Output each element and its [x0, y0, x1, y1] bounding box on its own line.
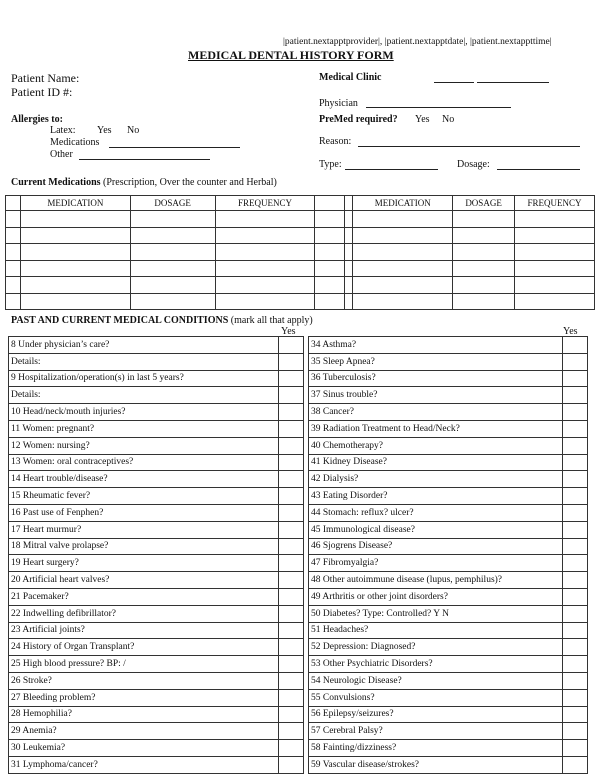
template-variables: |patient.nextapptprovider|, |patient.nextapptdate|, |patient.nextappttime|	[283, 37, 552, 47]
type-label: Type:	[319, 159, 342, 170]
condition-yes-checkbox[interactable]	[563, 672, 588, 689]
medical-clinic-label: Medical Clinic	[319, 72, 382, 83]
condition-row	[309, 689, 588, 706]
condition-label: 31 Lymphoma/cancer?	[9, 756, 279, 773]
condition-label: 48 Other autoimmune disease (lupus, pemphilus)?	[309, 572, 563, 589]
condition-row	[309, 387, 588, 404]
condition-yes-checkbox[interactable]	[563, 387, 588, 404]
medication-cell[interactable]	[6, 244, 21, 261]
condition-label: 46 Sjogrens Disease?	[309, 538, 563, 555]
condition-label: 58 Fainting/dizziness?	[309, 740, 563, 757]
medication-cell[interactable]	[20, 244, 130, 261]
condition-row	[309, 588, 588, 605]
condition-row	[309, 656, 588, 673]
condition-label: 10 Head/neck/mouth injuries?	[9, 404, 279, 421]
condition-label: 50 Diabetes? Type: Controlled? Y N	[309, 605, 563, 622]
condition-yes-checkbox[interactable]	[563, 404, 588, 421]
condition-yes-checkbox[interactable]	[279, 471, 304, 488]
condition-row	[309, 706, 588, 723]
condition-label: 22 Indwelling defibrillator?	[9, 605, 279, 622]
condition-row	[309, 639, 588, 656]
condition-label: 37 Sinus trouble?	[309, 387, 563, 404]
conditions-heading	[11, 315, 313, 326]
condition-row	[9, 689, 304, 706]
medication-cell[interactable]	[130, 227, 215, 244]
condition-label: 17 Heart murmur?	[9, 521, 279, 538]
condition-row	[9, 622, 304, 639]
condition-yes-checkbox[interactable]	[563, 622, 588, 639]
condition-label: 43 Eating Disorder?	[309, 488, 563, 505]
condition-yes-checkbox[interactable]	[563, 740, 588, 757]
medication-cell[interactable]	[345, 244, 353, 261]
condition-yes-checkbox[interactable]	[563, 488, 588, 505]
reason-field-line[interactable]	[358, 146, 580, 147]
medication-cell[interactable]	[215, 244, 315, 261]
condition-row	[9, 454, 304, 471]
med-col-dosage-1: DOSAGE	[130, 196, 215, 211]
condition-label: 45 Immunological disease?	[309, 521, 563, 538]
patient-id-label: Patient ID #:	[11, 85, 73, 99]
condition-yes-checkbox[interactable]	[563, 706, 588, 723]
medication-cell[interactable]	[6, 211, 21, 228]
condition-row	[309, 404, 588, 421]
condition-label: 13 Women: oral contraceptives?	[9, 454, 279, 471]
reason-label: Reason:	[319, 136, 352, 147]
condition-row	[9, 488, 304, 505]
condition-label: 57 Cerebral Palsy?	[309, 723, 563, 740]
condition-label: Details:	[9, 353, 279, 370]
condition-yes-checkbox[interactable]	[279, 521, 304, 538]
current-medications-title: Current Medications	[11, 177, 101, 188]
condition-row	[309, 471, 588, 488]
condition-row	[309, 353, 588, 370]
yes-column-label-left: Yes	[281, 326, 296, 337]
condition-row	[309, 488, 588, 505]
med-col-dosage-2: DOSAGE	[453, 196, 515, 211]
condition-row	[309, 555, 588, 572]
medication-cell[interactable]	[345, 211, 353, 228]
medication-cell[interactable]	[345, 227, 353, 244]
medication-cell[interactable]	[453, 227, 515, 244]
medication-cell[interactable]	[453, 211, 515, 228]
premed-label: PreMed required?	[319, 114, 398, 125]
condition-yes-checkbox[interactable]	[279, 488, 304, 505]
condition-label: 15 Rheumatic fever?	[9, 488, 279, 505]
med-col-frequency-2: FREQUENCY	[515, 196, 595, 211]
medication-cell[interactable]	[345, 260, 353, 277]
condition-row	[309, 622, 588, 639]
yes-column-label-right: Yes	[563, 326, 578, 337]
medication-row	[6, 244, 595, 261]
condition-label: 14 Heart trouble/disease?	[9, 471, 279, 488]
medication-cell[interactable]	[453, 277, 515, 294]
condition-label: 26 Stroke?	[9, 672, 279, 689]
condition-label: 56 Epilepsy/seizures?	[309, 706, 563, 723]
medication-cell[interactable]	[20, 260, 130, 277]
condition-yes-checkbox[interactable]	[279, 555, 304, 572]
medication-cell[interactable]	[515, 293, 595, 310]
medication-cell[interactable]	[130, 277, 215, 294]
condition-row	[9, 420, 304, 437]
condition-yes-checkbox[interactable]	[563, 555, 588, 572]
medication-row	[6, 277, 595, 294]
medication-cell[interactable]	[353, 260, 453, 277]
medication-cell[interactable]	[20, 293, 130, 310]
medication-cell[interactable]	[353, 293, 453, 310]
conditions-table-right	[308, 336, 588, 774]
condition-label: 21 Pacemaker?	[9, 588, 279, 605]
medication-cell[interactable]	[515, 244, 595, 261]
condition-label: 25 High blood pressure? BP: /	[9, 656, 279, 673]
condition-yes-checkbox[interactable]	[279, 588, 304, 605]
medication-cell[interactable]	[453, 293, 515, 310]
condition-yes-checkbox[interactable]	[563, 639, 588, 656]
medication-cell[interactable]	[353, 277, 453, 294]
condition-label: 51 Headaches?	[309, 622, 563, 639]
medication-cell[interactable]	[130, 244, 215, 261]
condition-yes-checkbox[interactable]	[563, 689, 588, 706]
condition-row	[309, 672, 588, 689]
condition-label: 8 Under physician’s care?	[9, 337, 279, 354]
condition-label: 41 Kidney Disease?	[309, 454, 563, 471]
condition-row	[309, 723, 588, 740]
condition-yes-checkbox[interactable]	[279, 387, 304, 404]
conditions-note: (mark all that apply)	[230, 315, 313, 326]
condition-yes-checkbox[interactable]	[279, 672, 304, 689]
condition-yes-checkbox[interactable]	[279, 622, 304, 639]
condition-label: 40 Chemotherapy?	[309, 437, 563, 454]
condition-row	[309, 740, 588, 757]
condition-row	[9, 337, 304, 354]
condition-yes-checkbox[interactable]	[563, 588, 588, 605]
condition-yes-checkbox[interactable]	[563, 605, 588, 622]
condition-yes-checkbox[interactable]	[279, 723, 304, 740]
medication-cell[interactable]	[345, 277, 353, 294]
medication-cell[interactable]	[20, 277, 130, 294]
condition-row	[9, 756, 304, 773]
medications-table	[5, 195, 595, 310]
condition-label: 19 Heart surgery?	[9, 555, 279, 572]
condition-label: 49 Arthritis or other joint disorders?	[309, 588, 563, 605]
condition-row	[9, 387, 304, 404]
medication-cell[interactable]	[315, 277, 345, 294]
condition-row	[9, 723, 304, 740]
condition-label: 36 Tuberculosis?	[309, 370, 563, 387]
condition-row	[9, 437, 304, 454]
condition-row	[9, 538, 304, 555]
condition-yes-checkbox[interactable]	[279, 740, 304, 757]
medication-cell[interactable]	[315, 227, 345, 244]
condition-row	[309, 454, 588, 471]
conditions-title: PAST AND CURRENT MEDICAL CONDITIONS	[11, 315, 229, 326]
condition-yes-checkbox[interactable]	[279, 689, 304, 706]
medication-cell[interactable]	[515, 277, 595, 294]
medication-cell[interactable]	[215, 293, 315, 310]
med-col-frequency-1: FREQUENCY	[215, 196, 315, 211]
medication-cell[interactable]	[6, 227, 21, 244]
medication-cell[interactable]	[130, 293, 215, 310]
medication-cell[interactable]	[315, 244, 345, 261]
medication-cell[interactable]	[515, 260, 595, 277]
condition-label: 18 Mitral valve prolapse?	[9, 538, 279, 555]
condition-yes-checkbox[interactable]	[563, 723, 588, 740]
condition-row	[9, 504, 304, 521]
clinic-field-line-1[interactable]	[434, 82, 474, 83]
condition-label: 28 Hemophilia?	[9, 706, 279, 723]
condition-label: 52 Depression: Diagnosed?	[309, 639, 563, 656]
condition-row	[309, 572, 588, 589]
condition-row	[309, 337, 588, 354]
allergy-medications-field-line[interactable]	[109, 147, 240, 148]
condition-yes-checkbox[interactable]	[563, 370, 588, 387]
current-medications-heading	[11, 177, 277, 188]
condition-yes-checkbox[interactable]	[563, 504, 588, 521]
medication-cell[interactable]	[515, 211, 595, 228]
condition-row	[309, 370, 588, 387]
condition-label: 23 Artificial joints?	[9, 622, 279, 639]
condition-label: 54 Neurologic Disease?	[309, 672, 563, 689]
condition-row	[309, 420, 588, 437]
condition-row	[9, 656, 304, 673]
current-medications-note: (Prescription, Over the counter and Herbal)	[103, 177, 277, 188]
condition-yes-checkbox[interactable]	[279, 639, 304, 656]
latex-label: Latex:	[50, 125, 76, 136]
condition-yes-checkbox[interactable]	[279, 353, 304, 370]
medication-row	[6, 227, 595, 244]
condition-row	[9, 706, 304, 723]
condition-yes-checkbox[interactable]	[563, 420, 588, 437]
condition-row	[309, 521, 588, 538]
medication-cell[interactable]	[6, 260, 21, 277]
medication-cell[interactable]	[353, 244, 453, 261]
condition-row	[309, 437, 588, 454]
medication-row	[6, 260, 595, 277]
condition-label: 39 Radiation Treatment to Head/Neck?	[309, 420, 563, 437]
condition-row	[309, 538, 588, 555]
condition-yes-checkbox[interactable]	[563, 437, 588, 454]
condition-row	[309, 756, 588, 773]
patient-name-label: Patient Name:	[11, 71, 80, 85]
physician-label: Physician	[319, 98, 358, 109]
medications-header-row	[6, 196, 595, 211]
condition-yes-checkbox[interactable]	[563, 353, 588, 370]
premed-no[interactable]: No	[442, 114, 455, 125]
clinic-field-line-2[interactable]	[477, 82, 549, 83]
condition-yes-checkbox[interactable]	[279, 454, 304, 471]
condition-yes-checkbox[interactable]	[279, 337, 304, 354]
condition-yes-checkbox[interactable]	[563, 756, 588, 773]
med-col-medication-1: MEDICATION	[20, 196, 130, 211]
condition-row	[9, 588, 304, 605]
condition-yes-checkbox[interactable]	[279, 404, 304, 421]
condition-label: 35 Sleep Apnea?	[309, 353, 563, 370]
medication-cell[interactable]	[215, 260, 315, 277]
med-col-medication-2: MEDICATION	[353, 196, 453, 211]
medication-row	[6, 293, 595, 310]
condition-yes-checkbox[interactable]	[563, 656, 588, 673]
latex-no[interactable]: No	[127, 125, 140, 136]
condition-yes-checkbox[interactable]	[563, 454, 588, 471]
med-col-spacer	[345, 196, 353, 211]
condition-yes-checkbox[interactable]	[563, 471, 588, 488]
condition-label: 53 Other Psychiatric Disorders?	[309, 656, 563, 673]
conditions-table-left	[8, 336, 304, 774]
allergy-medications-label: Medications	[50, 137, 100, 148]
condition-yes-checkbox[interactable]	[279, 756, 304, 773]
condition-label: 24 History of Organ Transplant?	[9, 639, 279, 656]
condition-row	[9, 572, 304, 589]
condition-row	[9, 471, 304, 488]
physician-field-line[interactable]	[366, 107, 511, 108]
condition-label: 29 Anemia?	[9, 723, 279, 740]
allergy-other-field-line[interactable]	[79, 159, 210, 160]
condition-yes-checkbox[interactable]	[279, 538, 304, 555]
condition-row	[9, 404, 304, 421]
condition-label: 30 Leukemia?	[9, 740, 279, 757]
medication-cell[interactable]	[353, 227, 453, 244]
condition-label: 9 Hospitalization/operation(s) in last 5 years?	[9, 370, 279, 387]
condition-yes-checkbox[interactable]	[563, 572, 588, 589]
condition-row	[9, 521, 304, 538]
condition-row	[9, 370, 304, 387]
condition-label: 59 Vascular disease/strokes?	[309, 756, 563, 773]
medication-cell[interactable]	[315, 211, 345, 228]
medication-cell[interactable]	[6, 277, 21, 294]
dosage-field-line[interactable]	[497, 169, 580, 170]
condition-label: 12 Women: nursing?	[9, 437, 279, 454]
medication-cell[interactable]	[315, 260, 345, 277]
medication-cell[interactable]	[315, 293, 345, 310]
condition-yes-checkbox[interactable]	[563, 521, 588, 538]
medication-cell[interactable]	[215, 277, 315, 294]
condition-label: 38 Cancer?	[309, 404, 563, 421]
condition-yes-checkbox[interactable]	[279, 656, 304, 673]
medication-cell[interactable]	[215, 211, 315, 228]
condition-yes-checkbox[interactable]	[279, 572, 304, 589]
condition-label: 44 Stomach: reflux? ulcer?	[309, 504, 563, 521]
medication-cell[interactable]	[130, 260, 215, 277]
condition-row	[309, 504, 588, 521]
condition-yes-checkbox[interactable]	[563, 337, 588, 354]
type-field-line[interactable]	[345, 169, 438, 170]
medication-cell[interactable]	[20, 211, 130, 228]
allergies-label: Allergies to:	[11, 114, 63, 125]
condition-label: 47 Fibromyalgia?	[309, 555, 563, 572]
med-col-spacer	[315, 196, 345, 211]
condition-label: Details:	[9, 387, 279, 404]
condition-label: 55 Convulsions?	[309, 689, 563, 706]
medication-row	[6, 211, 595, 228]
condition-label: 27 Bleeding problem?	[9, 689, 279, 706]
condition-row	[9, 639, 304, 656]
condition-row	[309, 605, 588, 622]
medication-cell[interactable]	[345, 293, 353, 310]
condition-row	[9, 740, 304, 757]
dosage-label: Dosage:	[457, 159, 490, 170]
condition-yes-checkbox[interactable]	[279, 437, 304, 454]
condition-label: 42 Dialysis?	[309, 471, 563, 488]
condition-yes-checkbox[interactable]	[279, 370, 304, 387]
med-col-spacer	[6, 196, 21, 211]
condition-label: 16 Past use of Fenphen?	[9, 504, 279, 521]
premed-yes[interactable]: Yes	[415, 114, 430, 125]
condition-label: 34 Asthma?	[309, 337, 563, 354]
medication-cell[interactable]	[130, 211, 215, 228]
medication-cell[interactable]	[453, 260, 515, 277]
condition-yes-checkbox[interactable]	[279, 420, 304, 437]
condition-yes-checkbox[interactable]	[279, 504, 304, 521]
medication-cell[interactable]	[353, 211, 453, 228]
condition-label: 11 Women: pregnant?	[9, 420, 279, 437]
medication-cell[interactable]	[453, 244, 515, 261]
medication-cell[interactable]	[515, 227, 595, 244]
condition-yes-checkbox[interactable]	[279, 706, 304, 723]
latex-yes[interactable]: Yes	[97, 125, 112, 136]
condition-label: 20 Artificial heart valves?	[9, 572, 279, 589]
condition-row	[9, 605, 304, 622]
medication-cell[interactable]	[215, 227, 315, 244]
condition-row	[9, 672, 304, 689]
condition-yes-checkbox[interactable]	[563, 538, 588, 555]
allergy-other-label: Other	[50, 149, 73, 160]
medication-cell[interactable]	[6, 293, 21, 310]
form-title: MEDICAL DENTAL HISTORY FORM	[188, 48, 394, 62]
condition-row	[9, 353, 304, 370]
condition-yes-checkbox[interactable]	[279, 605, 304, 622]
condition-row	[9, 555, 304, 572]
medication-cell[interactable]	[20, 227, 130, 244]
